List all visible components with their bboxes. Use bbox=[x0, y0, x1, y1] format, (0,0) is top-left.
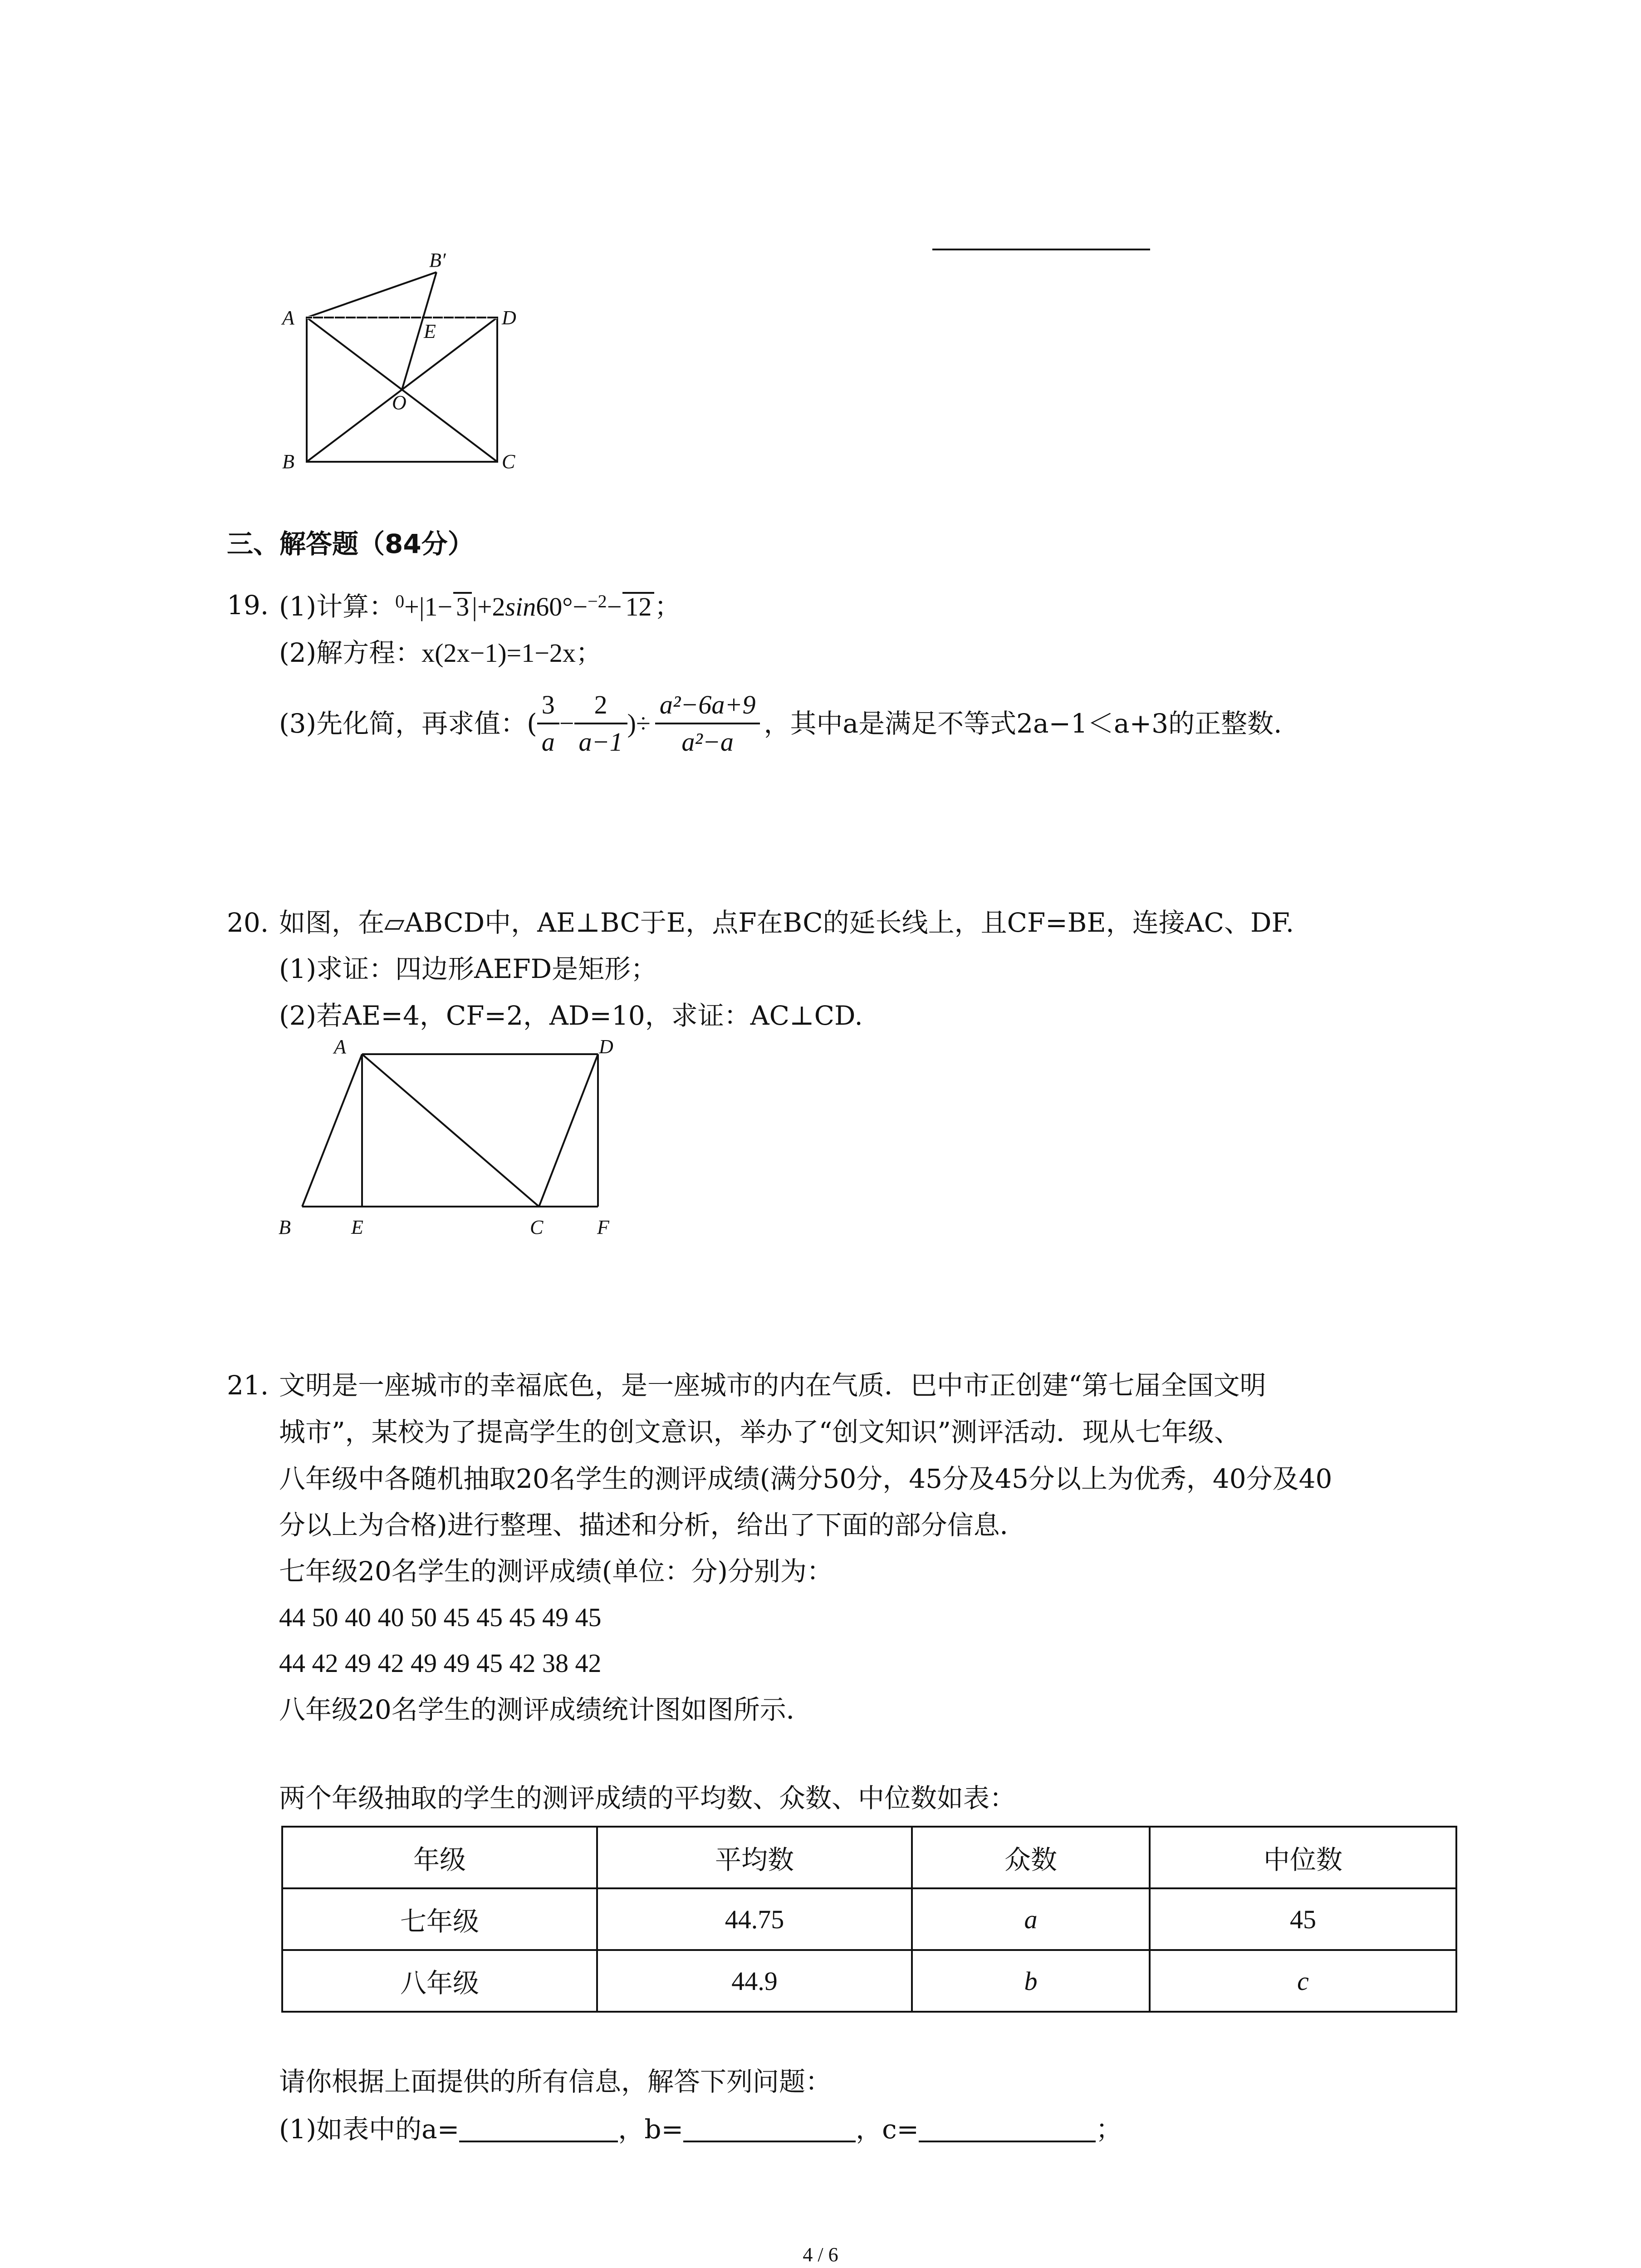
table-header-cell: 年级 bbox=[282, 1827, 597, 1888]
table-cell: c bbox=[1150, 1950, 1456, 2012]
q21-line-3: 分以上为合格)进行整理、描述和分析，给出了下面的部分信息． bbox=[279, 1510, 1026, 1540]
seg-ab-prime bbox=[307, 272, 436, 318]
table-header-row bbox=[282, 1827, 1456, 1888]
q19-part2: (2)解方程：x(2x−1)=1−2x； bbox=[279, 637, 602, 668]
answer-blank-top bbox=[932, 249, 1150, 250]
figure-parallelogram bbox=[272, 1034, 635, 1238]
stats-table bbox=[281, 1826, 1457, 2013]
sqrt-3: 3 bbox=[453, 592, 472, 620]
table-header-cell: 众数 bbox=[912, 1827, 1150, 1888]
q21-line-0: 文明是一座城市的幸福底色，是一座城市的内在气质．巴中市正创建“第七届全国文明 bbox=[279, 1370, 1266, 1401]
q19-part1: (1)计算：$^0$+|1− 3 |+2sin60°−$^{-2}$− 12 ； bbox=[279, 591, 681, 622]
label-c: C bbox=[502, 450, 515, 473]
table-cell: a bbox=[912, 1888, 1150, 1950]
label-a: A bbox=[282, 307, 294, 329]
q19-number: 19. bbox=[227, 590, 269, 621]
label-f: F bbox=[597, 1216, 609, 1238]
label-d: D bbox=[502, 307, 516, 329]
label-d: D bbox=[599, 1036, 613, 1058]
table-row bbox=[282, 1888, 1456, 1950]
q21-scores-1: 44 50 40 40 50 45 45 45 49 45 bbox=[279, 1603, 602, 1632]
label-a: A bbox=[334, 1036, 346, 1058]
table-header-cell: 中位数 bbox=[1150, 1827, 1456, 1888]
q21-number: 21. bbox=[227, 1370, 269, 1401]
figure-rectangle-fold bbox=[272, 245, 544, 481]
q21-part1: (1)如表中的a= ，b= ，c= ； bbox=[279, 2114, 1122, 2145]
q20-line3: (2)若AE=4，CF=2，AD=10，求证：AC⊥CD. bbox=[279, 1000, 863, 1031]
sqrt-12: 12 bbox=[622, 592, 654, 620]
section-title: 三、解答题（84分） bbox=[227, 528, 474, 559]
q21-line-1: 城市”，某校为了提高学生的创文意识，举办了“创文知识”测评活动．现从七年级、 bbox=[279, 1417, 1240, 1447]
q20-number: 20. bbox=[227, 907, 269, 938]
table-cell: 七年级 bbox=[282, 1888, 597, 1950]
label-e: E bbox=[351, 1216, 363, 1238]
table-cell: 八年级 bbox=[282, 1950, 597, 2012]
table-cell: 44.9 bbox=[597, 1950, 912, 2012]
label-b: B bbox=[282, 450, 294, 473]
q21-table-intro: 两个年级抽取的学生的测评成绩的平均数、众数、中位数如表： bbox=[279, 1783, 1016, 1813]
q21-scores-2: 44 42 49 42 49 49 45 42 38 42 bbox=[279, 1648, 602, 1678]
q21-line-4: 七年级20名学生的测评成绩(单位：分)分别为： bbox=[279, 1556, 833, 1587]
q19-part3: (3)先化简，再求值：( $\frac{3}{a}$ − $\frac{2}{a-1}$ )÷ $\frac{\text{a²−6a+9}}{\text{a²−a}}$ ，其中a是满足不等式2a−1＜a+3的正整数. bbox=[279, 690, 1282, 757]
page-number: 4 / 6 bbox=[803, 2244, 838, 2266]
answer-blank-b[interactable] bbox=[683, 2117, 856, 2142]
answer-blank-c[interactable] bbox=[919, 2117, 1096, 2142]
label-e: E bbox=[424, 320, 436, 342]
q20-line2: (1)求证：四边形AEFD是矩形； bbox=[279, 953, 657, 984]
table-header-cell: 平均数 bbox=[597, 1827, 912, 1888]
table-row bbox=[282, 1950, 1456, 2012]
seg-ab bbox=[302, 1054, 362, 1207]
label-b: B bbox=[279, 1216, 291, 1238]
label-b-prime: B′ bbox=[429, 249, 446, 271]
answer-blank-a[interactable] bbox=[459, 2117, 618, 2142]
seg-dc bbox=[539, 1054, 598, 1207]
label-o: O bbox=[392, 391, 407, 414]
table-cell: 45 bbox=[1150, 1888, 1456, 1950]
table-cell: b bbox=[912, 1950, 1150, 2012]
q20-line1: 如图，在▱ABCD中，AE⊥BC于E，点F在BC的延长线上，且CF=BE，连接AC、DF. bbox=[279, 907, 1294, 938]
q19-p1-prefix: (1)计算： bbox=[279, 591, 396, 622]
label-c: C bbox=[530, 1216, 544, 1238]
table-cell: 44.75 bbox=[597, 1888, 912, 1950]
q21-ask: 请你根据上面提供的所有信息，解答下列问题： bbox=[279, 2066, 832, 2097]
seg-ac bbox=[362, 1054, 539, 1207]
q21-line-7: 八年级20名学生的测评成绩统计图如图所示． bbox=[279, 1694, 813, 1725]
q21-line-2: 八年级中各随机抽取20名学生的测评成绩(满分50分，45分及45分以上为优秀，40分及40 bbox=[279, 1463, 1332, 1494]
